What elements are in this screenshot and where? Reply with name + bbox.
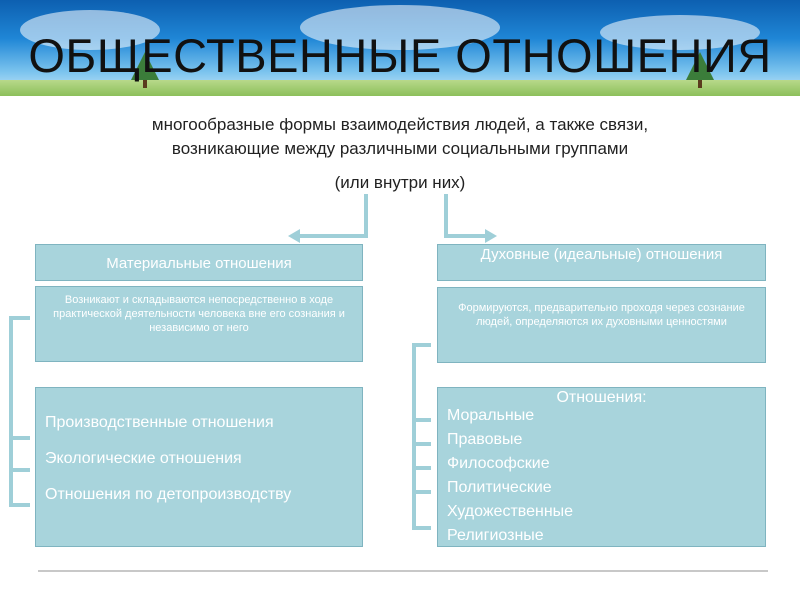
page-title: ОБЩЕСТВЕННЫЕ ОТНОШЕНИЯ xyxy=(28,29,772,82)
definition-line: многообразные формы взаимодействия людей, а также связи, xyxy=(151,115,649,134)
footer-divider xyxy=(38,570,768,572)
connector-arrow-left xyxy=(300,194,366,236)
list-item: Производственные отношения xyxy=(45,414,274,431)
material-relations-description: Возникают и складываются непосредственно в ходе практической деятельности человека вне его сознания и независимо от него xyxy=(35,286,363,362)
definition-line: возникающие между различными социальными группами xyxy=(171,139,629,158)
list-item: Философские xyxy=(447,455,550,472)
definition-tail: (или внутри них) xyxy=(334,173,466,192)
list-item: Правовые xyxy=(447,431,523,448)
connector-arrow-right xyxy=(446,194,485,236)
list-item: Художественные xyxy=(447,503,574,520)
list-item: Моральные xyxy=(447,407,535,424)
material-relations-list xyxy=(35,387,363,547)
list-heading: Отношения: xyxy=(556,389,647,406)
list-item: Политические xyxy=(447,479,552,496)
material-relations-header: Материальные отношения xyxy=(35,244,363,281)
list-item: Религиозные xyxy=(447,527,544,544)
spiritual-relations-list xyxy=(437,387,766,547)
spiritual-relations-header: Духовные (идеальные) отношения xyxy=(437,244,766,281)
arrowhead-right xyxy=(485,229,497,243)
list-item: Экологические отношения xyxy=(45,450,242,467)
right-bracket xyxy=(414,345,431,528)
arrowhead-left xyxy=(288,229,300,243)
list-item: Отношения по детопроизводству xyxy=(45,486,292,503)
left-bracket xyxy=(11,318,30,505)
spiritual-relations-description: Формируются, предварительно проходя через сознание людей, определяются их духовными ценностями xyxy=(437,287,766,363)
